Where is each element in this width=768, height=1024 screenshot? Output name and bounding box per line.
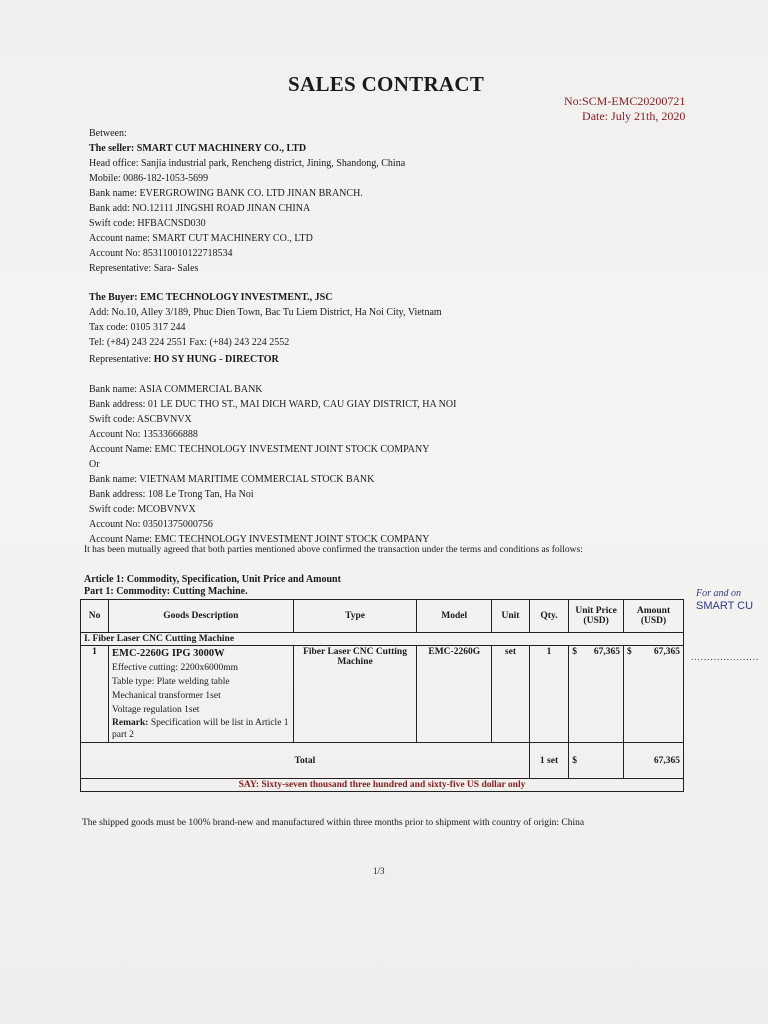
desc-line: Voltage regulation 1set [112, 705, 200, 715]
currency-symbol: $ [572, 647, 577, 657]
contract-number: No:SCM-EMC20200721 [564, 94, 686, 108]
buyer-representative [89, 352, 442, 367]
company-stamp [696, 588, 753, 612]
goods-table [80, 599, 684, 792]
article-part: Part 1: Commodity: Cutting Machine. [84, 586, 248, 597]
bank-line: Swift code: ASCBVNVX [89, 414, 192, 425]
amount-value: 67,365 [653, 647, 680, 657]
buyer-line: Tax code: 0105 317 244 [89, 322, 186, 333]
contract-date: Date: July 21th, 2020 [582, 109, 686, 123]
col-header: Unit [492, 600, 530, 633]
seller-line: Representative: Sara- Sales [89, 263, 199, 274]
buyer-line: Add: No.10, Alley 3/189, Phuc Dien Town, Bac Tu Liem District, Ha Noi City, Vietnam [89, 307, 442, 318]
page-title: SALES CONTRACT [288, 72, 485, 96]
bank-line: Bank address: 108 Le Trong Tan, Ha Noi [89, 489, 254, 500]
article-title: Article 1: Commodity, Specification, Unit Price and Amount [84, 574, 341, 585]
col-header: Amount (USD) [623, 600, 683, 633]
seller-line: Swift code: HFBACNSD030 [89, 218, 206, 229]
col-header: Type [293, 600, 417, 633]
table-header-row [81, 600, 684, 633]
stamp-line: SMART CU [696, 600, 754, 612]
bank-line: Account No: 13533666888 [89, 429, 198, 440]
desc-remark [112, 717, 290, 741]
col-header: No [81, 600, 109, 633]
total-row [81, 743, 684, 779]
col-header: Model [417, 600, 492, 633]
section-label: I. Fiber Laser CNC Cutting Machine [81, 633, 684, 646]
row-unit-price [569, 646, 624, 743]
row-description [109, 646, 294, 743]
seller-line: Bank add: NO.12111 JINGSHI ROAD JINAN CHINA [89, 203, 311, 214]
remark-label: Remark: [112, 718, 149, 728]
col-header: Qty. [529, 600, 568, 633]
col-header: Unit Price (USD) [569, 600, 624, 633]
seller-line: Mobile: 0086-182-1053-5699 [89, 173, 209, 184]
table-section-row [81, 633, 684, 646]
row-unit: set [492, 646, 530, 743]
between-label: Between: [89, 128, 127, 139]
total-label: Total [81, 743, 530, 779]
bank-line: Bank name: VIETNAM MARITIME COMMERCIAL STOCK BANK [89, 474, 375, 485]
row-amount [623, 646, 683, 743]
bank-line: Account Name: EMC TECHNOLOGY INVESTMENT JOINT STOCK COMPANY [89, 444, 430, 455]
bank-line: Or [89, 459, 100, 470]
desc-line: Mechanical transformer 1set [112, 691, 221, 701]
seller-line: Bank name: EVERGROWING BANK CO. LTD JINAN BRANCH. [89, 188, 363, 199]
bank-line: Bank address: 01 LE DUC THO ST., MAI DICH WARD, CAU GIAY DISTRICT, HA NOI [89, 399, 457, 410]
bank-line: Swift code: MCOBVNVX [89, 504, 196, 515]
contract-reference [564, 94, 685, 124]
desc-title: EMC-2260G IPG 3000W [112, 648, 225, 659]
bank-line: Account No: 03501375000756 [89, 519, 213, 530]
representative-name: HO SY HUNG - DIRECTOR [153, 354, 279, 365]
say-row [81, 779, 684, 792]
desc-line: Effective cutting: 2200x6000mm [112, 663, 238, 673]
row-type: Fiber Laser CNC Cutting Machine [293, 646, 417, 743]
row-qty: 1 [529, 646, 568, 743]
buyer-heading: The Buyer: EMC TECHNOLOGY INVESTMENT., JSC [89, 292, 333, 303]
page-number: 1/3 [373, 866, 385, 876]
representative-label: Representative: [89, 354, 154, 365]
total-currency: $ [569, 743, 624, 779]
seller-line: Account No: 853110010122718534 [89, 248, 233, 259]
seller-heading: The seller: SMART CUT MACHINERY CO., LTD [89, 143, 307, 154]
amount-in-words: SAY: Sixty-seven thousand three hundred and sixty-five US dollar only [81, 779, 684, 792]
currency-symbol: $ [626, 647, 632, 657]
seller-block [89, 126, 405, 276]
bank-line: Bank name: ASIA COMMERCIAL BANK [89, 384, 263, 395]
total-amount: 67,365 [623, 743, 683, 779]
row-model: EMC-2260G [417, 646, 492, 743]
shipping-note: The shipped goods must be 100% brand-new and manufactured within three months prior to shipment with country of origin: China [82, 818, 585, 828]
buyer-line: Tel: (+84) 243 224 2551 Fax: (+84) 243 224 2552 [89, 337, 290, 348]
remark-text: Specification will be list in Article 1 part 2 [112, 718, 289, 740]
price-value: 67,365 [593, 647, 620, 657]
seller-line: Head office: Sanjia industrial park, Rencheng district, Jining, Shandong, China [89, 158, 406, 169]
agreement-statement: It has been mutually agreed that both parties mentioned above confirmed the transaction under the terms and conditions as follows: [84, 545, 583, 555]
desc-line: Table type: Plate welding table [112, 677, 230, 687]
stamp-line: For and on [696, 588, 741, 599]
col-header: Goods Description [109, 600, 294, 633]
seller-line: Account name: SMART CUT MACHINERY CO., LTD [89, 233, 313, 244]
total-qty: 1 set [529, 743, 568, 779]
row-number: 1 [81, 646, 109, 743]
signature-dots: ..................... [691, 652, 760, 662]
buyer-banks-block [89, 382, 456, 547]
bank-line: Account Name: EMC TECHNOLOGY INVESTMENT JOINT STOCK COMPANY [89, 534, 430, 545]
table-row [81, 646, 684, 743]
buyer-block [89, 290, 442, 367]
